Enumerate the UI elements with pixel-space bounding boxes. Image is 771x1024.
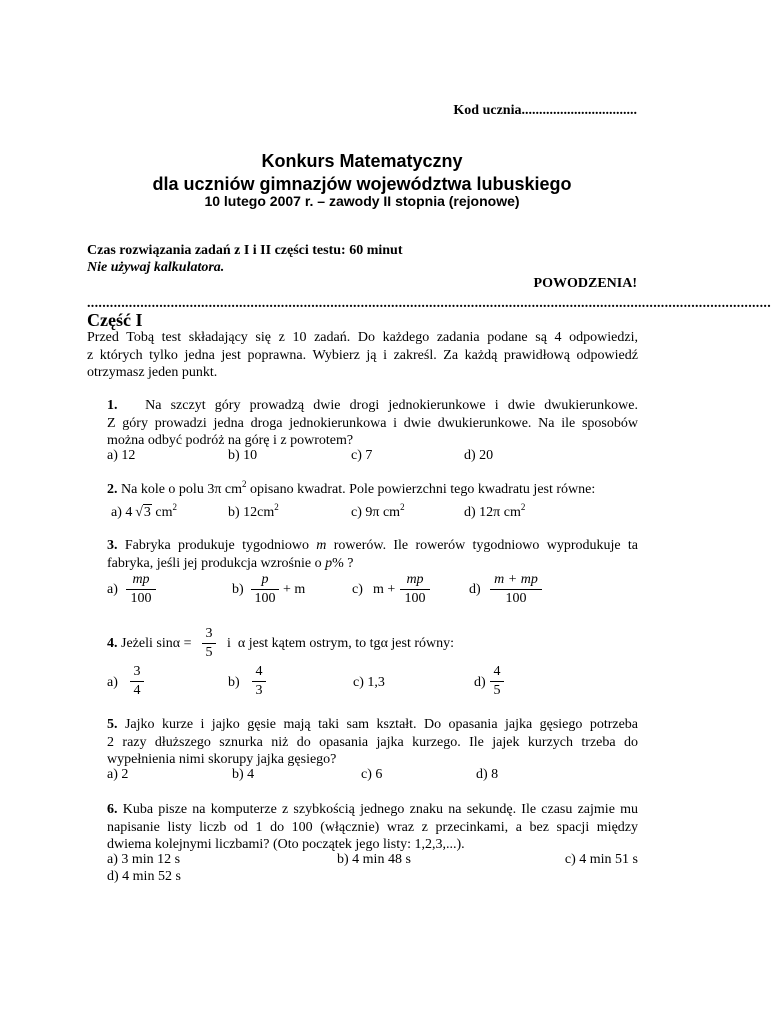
q2-option-a[interactable]: a) 4 √3 $cm^2$ [111,502,177,520]
q2-option-c[interactable]: c) 9π $cm^2$ [351,502,405,520]
q4-option-b-label[interactable]: b) [228,675,240,690]
q6-option-c[interactable]: c) 4 min 51 s [564,852,638,867]
student-code-field: Kod ucznia................................. [453,103,637,118]
q3-option-b-fraction[interactable]: $\frac{p}{100}$ [251,572,279,607]
question-text: 2 razy dłuższego sznurka niż do opasania jajka kurzego. Ile jajek kurzych trzeba do [107,734,638,750]
question-1 [107,397,638,450]
q5-option-b[interactable]: b) 4 [232,767,255,782]
q3-option-a-label[interactable]: a) [107,582,118,597]
question-6 [107,801,638,854]
q1-option-d[interactable]: d) 20 [464,448,494,463]
q3-option-b-tail: + m [283,582,306,597]
q1-option-b[interactable]: b) 10 [228,448,258,463]
question-text: można odbyć podróż na górę i z powrotem? [107,433,354,448]
page-subtitle: dla uczniów gimnazjów województwa lubuskiego [152,174,572,194]
question-number: 6. [107,802,118,817]
q3-option-c-head: m + [373,582,396,597]
q1-option-c[interactable]: c) 7 [351,448,373,463]
q6-option-b[interactable]: b) 4 min 48 s [337,852,411,867]
question-number: 5. [107,717,118,732]
part-heading: Część I [87,310,143,330]
q4-option-a-fraction[interactable]: $\frac{3}{4}$ [130,664,144,699]
question-text: Jajko kurze i jajko gęsie mają taki sam kształt. Do opasania jajka gęsiego potrzeba [124,717,639,732]
calculator-note: Nie używaj kalkulatora. [87,260,225,275]
q2-option-d[interactable]: d) 12π $cm^2$ [464,502,526,520]
part-intro [87,329,638,382]
dotted-separator: .................................................................................................................................................................................... [87,296,771,311]
good-luck: POWODZENIA! [533,276,637,291]
q3-option-d-fraction[interactable]: $\frac{m + mp}{100}$ [490,572,542,607]
q5-option-c[interactable]: c) 6 [361,767,383,782]
question-2: 2. Na kole o polu 3π $cm^2$ opisano kwadrat. Pole powierzchni tego kwadratu jest równe: [107,479,596,497]
question-number: 3. [107,538,118,553]
question-4: 4. Jeżeli sinα = [107,636,192,651]
page-title: Konkurs Matematyczny [261,151,463,171]
question-5 [107,716,638,769]
q4-option-a-label[interactable]: a) [107,675,118,690]
question-number: 4. [107,636,118,651]
question-number: 2. [107,482,118,497]
q2-option-b[interactable]: b) $12cm^2$ [228,502,279,520]
question-number: 1. [107,398,118,413]
question-text: wypełnienia nimi skorupy jajka gęsiego? [107,752,337,767]
alpha-symbol: α [172,636,181,651]
q3-option-b-label[interactable]: b) [232,582,244,597]
question-4-cont: i α jest kątem ostrym, to tgα jest równy: [227,636,455,651]
question-text: Na szczyt góry prowadzą dwie drogi jednokierunkowe i dwie dwukierunkowe. [145,398,638,413]
q1-option-a[interactable]: a) 12 [107,448,136,463]
square-root: √3 [135,505,151,520]
q6-option-d[interactable]: d) 4 min 52 s [107,869,181,884]
q4-option-b-fraction[interactable]: $\frac{4}{3}$ [252,664,266,699]
intro-line: Przed Tobą test składający się z 10 zadań. Do każdego zadania podane są 4 odpowiedzi, [87,330,638,345]
exam-date: 10 lutego 2007 r. – zawody II stopnia (rejonowe) [204,193,520,209]
q3-option-c-fraction[interactable]: $\frac{mp}{100}$ [400,572,430,607]
pi-symbol: π [214,482,222,497]
q3-option-d-label[interactable]: d) [469,582,481,597]
time-limit: Czas rozwiązania zadań z I i II części testu: 60 minut [87,243,403,258]
q3-option-c-label[interactable]: c) [352,582,363,597]
question-3: 3. Fabryka produkuje tygodniowo m rowerów. Ile rowerów tygodniowo wyprodukuje ta fabryka, jeśli jej produkcja wzrośnie o p% ? [107,538,639,571]
question-text: Kuba pisze na komputerze z szybkością jednego znaku na sekundę. Ile czasu zajmie mu [122,802,639,817]
q4-option-c[interactable]: c) 1,3 [353,675,385,690]
q4-option-d-label[interactable]: d) [474,675,486,690]
intro-line: z których tylko jedna jest poprawna. Wybierz ją i zakreśl. Za każdą prawidłową odpowiedź [87,347,638,363]
question-text: Z góry prowadzi jedna droga jednokierunkowa i dwie dwukierunkowe. Na ile sposobów [107,415,638,431]
q6-option-a[interactable]: a) 3 min 12 s [107,852,181,867]
question-text: dwiema kolejnymi liczbami? (Oto początek jego listy: 1,2,3,...). [107,837,465,852]
q3-option-a-fraction[interactable]: $\frac{mp}{100}$ [126,572,156,607]
q4-option-d-fraction[interactable]: $\frac{4}{5}$ [490,664,504,699]
q5-option-a[interactable]: a) 2 [107,767,129,782]
question-text: napisanie listy liczb od 1 do 100 (włącznie) wraz z przecinkami, a bez spacji między [107,819,638,835]
q5-option-d[interactable]: d) 8 [476,767,499,782]
q4-sin-fraction: $\frac{3}{5}$ [202,626,216,661]
intro-line: otrzymasz jeden punkt. [87,365,218,380]
